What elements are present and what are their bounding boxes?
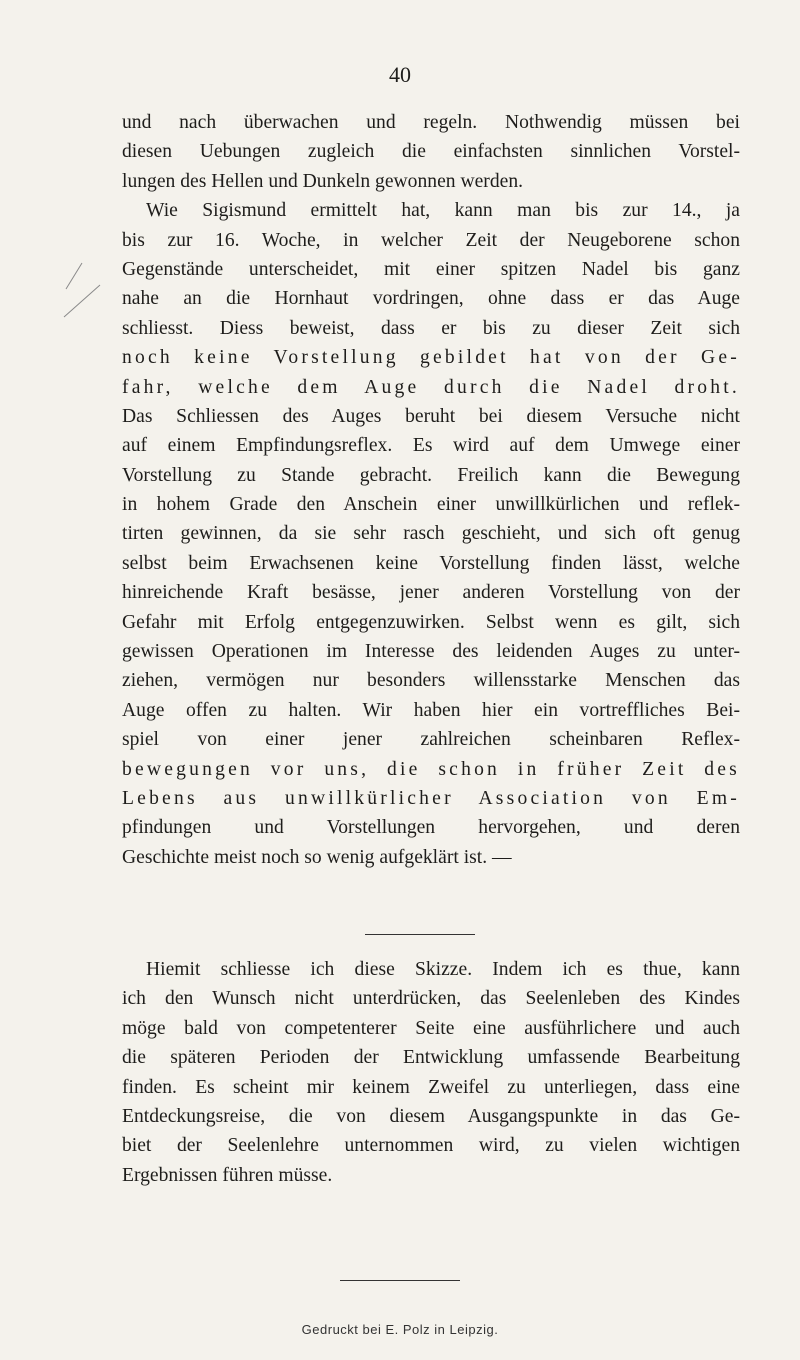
margin-pencil-mark	[60, 255, 120, 325]
text-line: noch keine Vorstellung gebildet hat von der Ge-	[122, 347, 740, 369]
text-line: Hiemit schliesse ich diese Skizze. Indem ich es thue, kann	[146, 959, 740, 980]
text-line: diesen Uebungen zugleich die einfachsten sinnlichen Vorstel-	[122, 141, 740, 163]
text-line: in hohem Grade den Anschein einer unwillkürlichen und reflek-	[122, 494, 740, 516]
text-line: Das Schliessen des Auges beruht bei diesem Versuche nicht	[122, 405, 740, 427]
text-line: ich den Wunsch nicht unterdrücken, das Seelenleben des Kindes	[122, 988, 740, 1010]
text-line: Wie Sigismund ermittelt hat, kann man bis zur 14., ja	[146, 200, 740, 222]
section-divider	[365, 934, 475, 935]
text-line: Gefahr mit Erfolg entgegenzuwirken. Selbst wenn es gilt, sich	[122, 611, 740, 633]
text-line: biet der Seelenlehre unternommen wird, zu vielen wichtigen	[122, 1135, 740, 1157]
text-line: ziehen, vermögen nur besonders willensstarke Menschen das	[122, 670, 740, 692]
paragraph-closing	[122, 955, 740, 1190]
text-line: finden. Es scheint mir keinem Zweifel zu unterliegen, dass eine	[122, 1076, 740, 1098]
text-line: schliesst. Diess beweist, dass er bis zu dieser Zeit sich	[122, 317, 740, 339]
text-line: Entdeckungsreise, die von diesem Ausgangspunkte in das Ge-	[122, 1105, 740, 1127]
text-line: Ergebnissen führen müsse.	[122, 1164, 333, 1186]
text-line: möge bald von competenterer Seite eine ausführlichere und auch	[122, 1017, 740, 1039]
text-line: tirten gewinnen, da sie sehr rasch geschieht, und sich oft genug	[122, 523, 740, 545]
text-line: selbst beim Erwachsenen keine Vorstellung finden lässt, welche	[122, 552, 740, 574]
text-line: hinreichende Kraft besässe, jener anderen Vorstellung von der	[122, 582, 740, 604]
page-number: 40	[389, 62, 411, 87]
text-line: pfindungen und Vorstellungen hervorgehen, und deren	[122, 817, 740, 839]
text-line: bis zur 16. Woche, in welcher Zeit der Neugeborene schon	[122, 229, 740, 251]
text-line: Gegenstände unterscheidet, mit einer spitzen Nadel bis ganz	[122, 258, 740, 280]
text-line: auf einem Empfindungsreflex. Es wird auf dem Umwege einer	[122, 435, 740, 457]
text-line: Lebens aus unwillkürlicher Association von Em-	[122, 787, 740, 809]
text-line: lungen des Hellen und Dunkeln gewonnen werden.	[122, 170, 524, 192]
paragraph-main	[122, 108, 740, 872]
text-line: fahr, welche dem Auge durch die Nadel droht.	[122, 376, 740, 398]
text-line: Geschichte meist noch so wenig aufgeklärt ist. —	[122, 846, 512, 868]
text-line: gewissen Operationen im Interesse des leidenden Auges zu unter-	[122, 641, 740, 663]
text-line: und nach überwachen und regeln. Nothwendig müssen bei	[122, 112, 740, 133]
text-line: Vorstellung zu Stande gebracht. Freilich kann die Bewegung	[122, 464, 740, 486]
text-line: bewegungen vor uns, die schon in früher Zeit des	[122, 758, 740, 780]
text-line: spiel von einer jener zahlreichen scheinbaren Reflex-	[122, 729, 740, 751]
text-line: nahe an die Hornhaut vordringen, ohne dass er das Auge	[122, 288, 740, 310]
printer-imprint: Gedruckt bei E. Polz in Leipzig.	[301, 1322, 499, 1337]
end-divider	[340, 1280, 460, 1281]
text-line: Auge offen zu halten. Wir haben hier ein vortreffliches Bei-	[122, 699, 740, 721]
text-line: die späteren Perioden der Entwicklung umfassende Bearbeitung	[122, 1047, 740, 1069]
